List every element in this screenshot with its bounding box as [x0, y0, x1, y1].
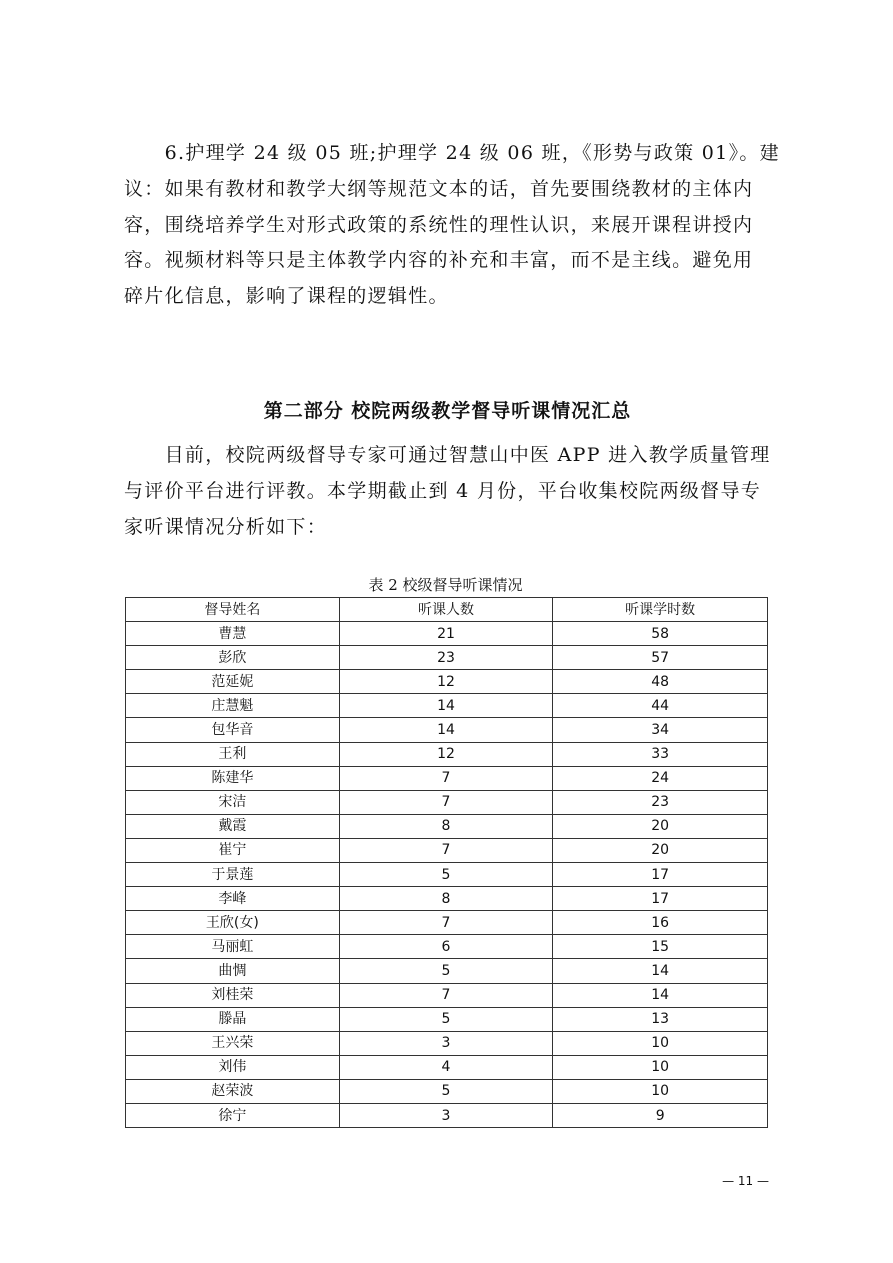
lecture-hours-cell: 14	[553, 959, 768, 983]
lecture-hours-cell: 10	[553, 1031, 768, 1055]
supervisor-name-cell: 于景莲	[126, 863, 340, 887]
lecture-count-cell: 8	[339, 814, 553, 838]
table-row	[126, 1103, 768, 1127]
supervisor-name-cell: 戴霞	[126, 814, 340, 838]
supervisor-name-cell: 滕晶	[126, 1007, 340, 1031]
supervisor-name-cell: 包华音	[126, 718, 340, 742]
table-row	[126, 1055, 768, 1079]
table-row	[126, 742, 768, 766]
lecture-hours-cell: 33	[553, 742, 768, 766]
supervisor-name-cell: 庄慧魁	[126, 694, 340, 718]
lecture-hours-cell: 17	[553, 863, 768, 887]
lecture-hours-cell: 48	[553, 670, 768, 694]
lecture-hours-cell: 44	[553, 694, 768, 718]
page-number: — 11 —	[722, 1174, 769, 1188]
lecture-hours-cell: 10	[553, 1079, 768, 1103]
lecture-hours-cell: 24	[553, 766, 768, 790]
table-row	[126, 935, 768, 959]
lecture-hours-cell: 16	[553, 911, 768, 935]
table-row	[126, 1079, 768, 1103]
lecture-count-cell: 14	[339, 718, 553, 742]
table-row	[126, 863, 768, 887]
paragraph-line: 6.护理学 24 级 05 班;护理学 24 级 06 班，《形势与政策 01》。建	[124, 142, 780, 164]
table-row	[126, 959, 768, 983]
lecture-hours-cell: 23	[553, 790, 768, 814]
table-row	[126, 1031, 768, 1055]
table-row	[126, 670, 768, 694]
paragraph-line: 家听课情况分析如下：	[124, 515, 328, 538]
lecture-count-cell: 3	[339, 1103, 553, 1127]
lecture-count-cell: 12	[339, 742, 553, 766]
lecture-hours-cell: 17	[553, 887, 768, 911]
lecture-hours-cell: 9	[553, 1103, 768, 1127]
supervisor-name-cell: 曲惆	[126, 959, 340, 983]
lecture-count-cell: 5	[339, 1007, 553, 1031]
table-row	[126, 1007, 768, 1031]
lecture-hours-cell: 58	[553, 622, 768, 646]
lecture-hours-cell: 14	[553, 983, 768, 1007]
lecture-count-cell: 3	[339, 1031, 553, 1055]
paragraph-line: 目前，校院两级督导专家可通过智慧山中医 APP 进入教学质量管理	[124, 444, 771, 466]
lecture-hours-cell: 10	[553, 1055, 768, 1079]
supervisor-name-cell: 彭欣	[126, 646, 340, 670]
supervisor-name-cell: 宋洁	[126, 790, 340, 814]
header-lecture-count: 听课人数	[339, 598, 553, 622]
supervisor-name-cell: 崔宁	[126, 838, 340, 862]
lecture-hours-cell: 13	[553, 1007, 768, 1031]
lecture-count-cell: 12	[339, 670, 553, 694]
lecture-count-cell: 4	[339, 1055, 553, 1079]
lecture-count-cell: 21	[339, 622, 553, 646]
part-two-intro-paragraph	[124, 438, 771, 545]
lecture-count-cell: 7	[339, 911, 553, 935]
supervisor-name-cell: 李峰	[126, 887, 340, 911]
table-row	[126, 790, 768, 814]
table-row	[126, 622, 768, 646]
supervisor-name-cell: 王利	[126, 742, 340, 766]
table-header-row	[126, 598, 768, 622]
supervisor-name-cell: 徐宁	[126, 1103, 340, 1127]
supervisor-name-cell: 王兴荣	[126, 1031, 340, 1055]
lecture-count-cell: 7	[339, 838, 553, 862]
lecture-count-cell: 7	[339, 983, 553, 1007]
table-row	[126, 887, 768, 911]
supervisor-name-cell: 赵荣波	[126, 1079, 340, 1103]
table-caption: 表 2 校级督导听课情况	[368, 576, 523, 594]
section-6-paragraph	[124, 136, 780, 315]
lecture-count-cell: 5	[339, 863, 553, 887]
lecture-count-cell: 5	[339, 1079, 553, 1103]
supervisor-name-cell: 刘伟	[126, 1055, 340, 1079]
part-two-heading: 第二部分 校院两级教学督导听课情况汇总	[263, 400, 632, 422]
lecture-count-cell: 8	[339, 887, 553, 911]
header-supervisor-name: 督导姓名	[126, 598, 340, 622]
supervisor-name-cell: 范延妮	[126, 670, 340, 694]
lecture-count-cell: 7	[339, 766, 553, 790]
supervisor-name-cell: 王欣(女)	[126, 911, 340, 935]
table-row	[126, 766, 768, 790]
supervisor-table	[125, 597, 768, 1128]
table-row	[126, 983, 768, 1007]
lecture-hours-cell: 15	[553, 935, 768, 959]
table-row	[126, 718, 768, 742]
table-row	[126, 814, 768, 838]
lecture-hours-cell: 20	[553, 814, 768, 838]
lecture-count-cell: 23	[339, 646, 553, 670]
supervisor-name-cell: 曹慧	[126, 622, 340, 646]
lecture-hours-cell: 57	[553, 646, 768, 670]
paragraph-line: 容，围绕培养学生对形式政策的系统性的理性认识，来展开课程讲授内	[124, 213, 754, 236]
supervisor-name-cell: 刘桂荣	[126, 983, 340, 1007]
supervisor-name-cell: 马丽虹	[126, 935, 340, 959]
header-lecture-hours: 听课学时数	[553, 598, 768, 622]
lecture-hours-cell: 20	[553, 838, 768, 862]
paragraph-line: 与评价平台进行评教。本学期截止到 4 月份，平台收集校院两级督导专	[124, 479, 762, 502]
lecture-count-cell: 14	[339, 694, 553, 718]
supervisor-name-cell: 陈建华	[126, 766, 340, 790]
table-row	[126, 646, 768, 670]
lecture-count-cell: 6	[339, 935, 553, 959]
table-row	[126, 694, 768, 718]
table-row	[126, 911, 768, 935]
paragraph-line: 容。视频材料等只是主体教学内容的补充和丰富，而不是主线。避免用	[124, 249, 754, 272]
lecture-count-cell: 7	[339, 790, 553, 814]
paragraph-line: 碎片化信息，影响了课程的逻辑性。	[124, 285, 449, 308]
table-row	[126, 838, 768, 862]
lecture-hours-cell: 34	[553, 718, 768, 742]
paragraph-line: 议：如果有教材和教学大纲等规范文本的话，首先要围绕教材的主体内	[124, 177, 754, 200]
lecture-count-cell: 5	[339, 959, 553, 983]
